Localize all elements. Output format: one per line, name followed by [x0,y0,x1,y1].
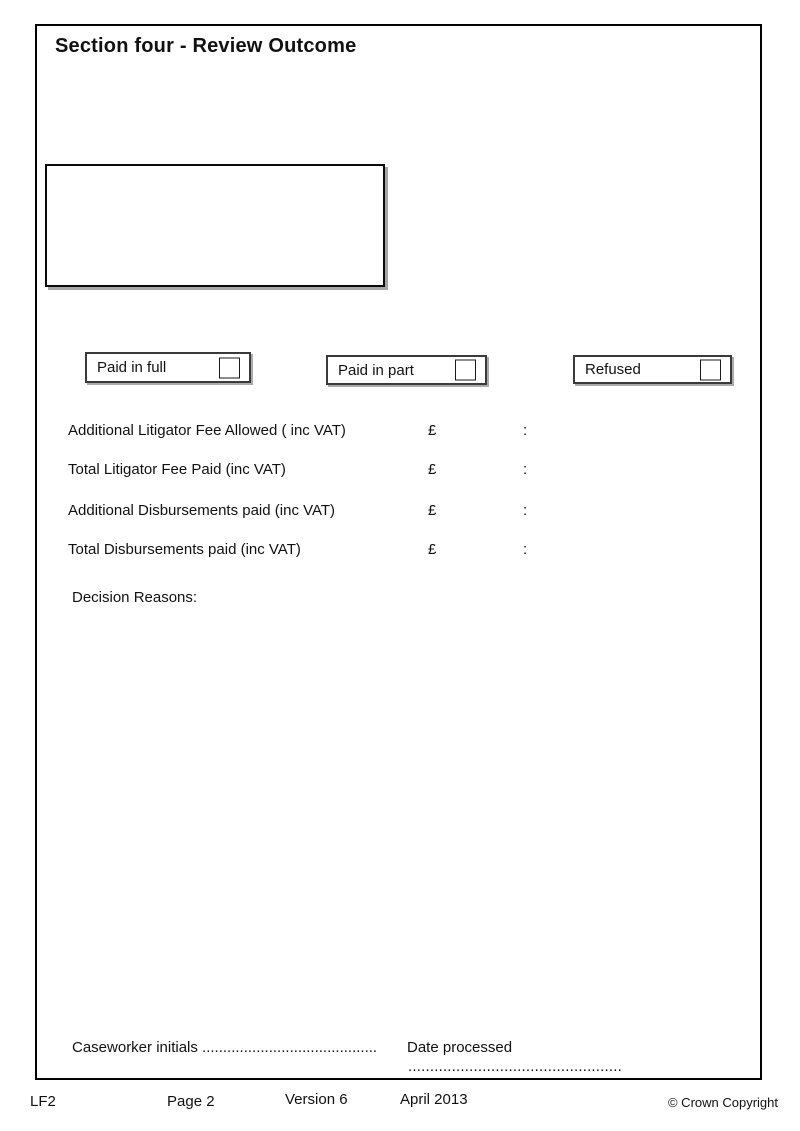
pence-separator: : [523,461,528,478]
pound-sign: £ [428,541,437,558]
footer-date: April 2013 [400,1091,468,1108]
review-notes-box[interactable] [45,164,385,287]
date-processed-dotted-line: ................................................. [408,1058,623,1075]
caseworker-initials-label: Caseworker initials [72,1039,203,1056]
option-refused-label: Refused [585,361,641,378]
pound-sign: £ [428,461,437,478]
pound-sign: £ [428,502,437,519]
pence-separator: : [523,422,528,439]
footer-copyright: © Crown Copyright [667,1095,778,1110]
pence-separator: : [523,502,528,519]
fee-label: Additional Litigator Fee Allowed ( inc VAT) [68,422,346,439]
pound-sign: £ [428,422,437,439]
paid-in-full-checkbox[interactable] [219,357,240,378]
fee-label: Additional Disbursements paid (inc VAT) [68,502,336,519]
caseworker-initials-dotted-line: .......................................... [202,1039,378,1056]
signoff-row [0,1039,800,1057]
fee-row-total-disbursements [0,541,800,559]
fee-row-additional-disbursements [0,502,800,520]
option-paid-in-full [85,352,251,383]
date-processed-label: Date processed [407,1039,513,1056]
fee-row-additional-litigator-fee [0,422,800,440]
option-paid-in-full-label: Paid in full [97,359,167,376]
option-paid-in-part [326,355,487,385]
caseworker-initials-field [72,1039,377,1056]
refused-checkbox[interactable] [700,359,721,380]
footer-page-number: Page 2 [167,1093,215,1110]
option-refused [573,355,732,384]
fee-label: Total Disbursements paid (inc VAT) [68,541,301,558]
fee-row-total-litigator-fee [0,461,800,479]
section-title: Section four - Review Outcome [55,35,357,57]
footer-version: Version 6 [285,1091,348,1108]
paid-in-part-checkbox[interactable] [455,360,476,381]
pence-separator: : [523,541,528,558]
decision-reasons-label: Decision Reasons: [72,589,198,606]
fee-label: Total Litigator Fee Paid (inc VAT) [68,461,286,478]
footer-form-id: LF2 [30,1093,56,1110]
option-paid-in-part-label: Paid in part [338,361,414,379]
